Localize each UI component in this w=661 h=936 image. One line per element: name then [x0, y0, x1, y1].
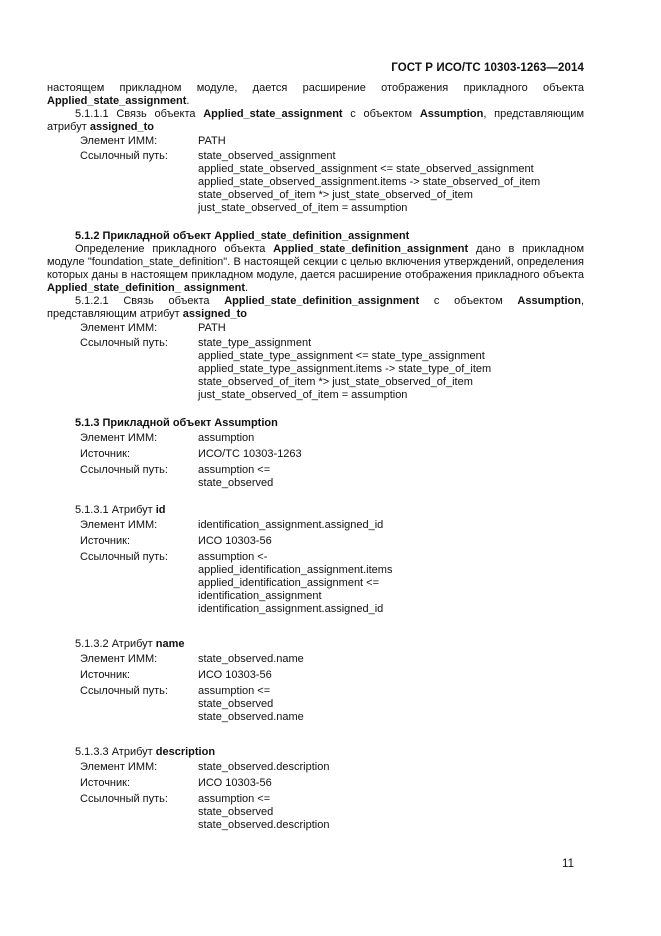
path-label: Ссылочный путь:	[80, 150, 168, 162]
path-label: Ссылочный путь:	[80, 793, 168, 805]
subsection-5-1-3-1-heading	[47, 504, 584, 517]
path-line: state_type_assignment	[198, 337, 312, 349]
path-label: Ссылочный путь:	[80, 685, 168, 697]
heading-text: с объектом	[350, 108, 413, 120]
entity-name: Applied_state_definition_assignment	[273, 243, 469, 255]
source-value: ИСО/ТС 10303-1263	[198, 448, 302, 460]
reference-path-row	[47, 685, 584, 724]
subsection-number: 5.1.2.1	[75, 295, 109, 307]
path-line: assumption <-	[198, 551, 268, 563]
imm-value: identification_assignment.assigned_id	[198, 519, 384, 531]
heading-text: Связь объекта	[123, 295, 210, 307]
path-line: just_state_observed_of_item = assumption	[198, 389, 408, 401]
reference-path-row	[47, 464, 584, 490]
path-line: applied_state_type_assignment.items -> state_type_of_item	[198, 363, 492, 375]
path-lines	[198, 551, 584, 616]
path-lines	[198, 337, 584, 402]
path-line: applied_state_observed_assignment <= state_observed_assignment	[198, 163, 534, 175]
path-label: Ссылочный путь:	[80, 337, 168, 349]
imm-element-row	[47, 653, 584, 666]
attribute-name: description	[155, 746, 216, 758]
imm-label: Элемент ИММ:	[80, 322, 158, 334]
entity-name: Applied_state_definition_assignment	[214, 230, 410, 242]
paragraph-text: дано в прикладном модуле "foundation_state_definition". В настоящей секции с целью включения утверждений, определения которых даны в настоящем прикладном модуле, дается расширение отображения прикладного объекта	[47, 243, 585, 281]
imm-label: Элемент ИММ:	[80, 761, 158, 773]
intro-paragraph	[47, 82, 584, 108]
imm-element-row	[47, 432, 584, 445]
section-5-1-2-paragraph	[47, 243, 584, 295]
source-row	[47, 669, 584, 682]
path-line: just_state_observed_of_item = assumption	[198, 202, 408, 214]
subsection-number: 5.1.3.1 Атрибут	[75, 504, 153, 516]
imm-value: state_observed.name	[198, 653, 304, 665]
imm-label: Элемент ИММ:	[80, 432, 158, 444]
imm-element-row	[47, 135, 584, 148]
source-label: Источник:	[80, 777, 131, 789]
path-line: applied_identification_assignment <=	[198, 577, 380, 589]
imm-value: state_observed.description	[198, 761, 330, 773]
attribute-name: name	[155, 638, 185, 650]
reference-path-row	[47, 150, 584, 215]
source-label: Источник:	[80, 535, 131, 547]
source-row	[47, 535, 584, 548]
imm-value: PATH	[198, 322, 226, 334]
paragraph-text: Определение прикладного объекта	[75, 243, 266, 255]
path-line: state_observed_of_item *> just_state_observed_of_item	[198, 376, 473, 388]
heading-text: с объектом	[433, 295, 503, 307]
subsection-number: 5.1.1.1	[75, 108, 109, 120]
entity-name: Assumption	[419, 108, 484, 120]
attribute-name: id	[155, 504, 166, 516]
attribute-name: assigned_to	[89, 121, 155, 133]
source-value: ИСО 10303-56	[198, 535, 272, 547]
imm-label: Элемент ИММ:	[80, 519, 158, 531]
path-line: applied_identification_assignment.items	[198, 564, 393, 576]
document-header: ГОСТ Р ИСО/ТС 10303-1263—2014	[391, 62, 584, 74]
path-lines	[198, 464, 584, 490]
path-line: state_observed	[198, 698, 274, 710]
source-row	[47, 448, 584, 461]
heading-text: Связь объекта	[116, 108, 196, 120]
path-line: assumption <=	[198, 685, 271, 697]
path-line: state_observed_of_item *> just_state_observed_of_item	[198, 189, 473, 201]
imm-label: Элемент ИММ:	[80, 653, 158, 665]
source-value: ИСО 10303-56	[198, 777, 272, 789]
document-body	[47, 82, 584, 832]
path-line: state_observed.description	[198, 819, 330, 831]
path-line: applied_state_type_assignment <= state_type_assignment	[198, 350, 485, 362]
path-lines	[198, 685, 584, 724]
path-line: state_observed_assignment	[198, 150, 336, 162]
path-line: state_observed	[198, 477, 274, 489]
path-line: assumption <=	[198, 793, 271, 805]
entity-name: Applied_state_definition_ assignment	[47, 282, 246, 294]
subsection-number: 5.1.3.2 Атрибут	[75, 638, 153, 650]
path-line: assumption <=	[198, 464, 271, 476]
path-line: identification_assignment.assigned_id	[198, 603, 384, 615]
path-line: state_observed	[198, 806, 274, 818]
imm-element-row	[47, 322, 584, 335]
reference-path-row	[47, 793, 584, 832]
section-number: 5.1.2 Прикладной объект	[75, 230, 212, 242]
path-line: identification_assignment	[198, 590, 322, 602]
intro-text: настоящем прикладном модуле, дается расширение отображения прикладного объекта	[47, 82, 584, 94]
source-value: ИСО 10303-56	[198, 669, 272, 681]
path-line: state_observed.name	[198, 711, 304, 723]
heading-text: , представляющим атрибут	[47, 295, 585, 320]
attribute-name: assigned_to	[182, 308, 247, 320]
entity-name: Applied_state_definition_assignment	[224, 295, 420, 307]
entity-name: Assumption	[517, 295, 581, 307]
entity-name: Applied_state_assignment	[203, 108, 343, 120]
source-row	[47, 777, 584, 790]
heading-text: , представляющим атрибут	[47, 108, 585, 133]
subsection-5-1-3-3-heading	[47, 746, 584, 759]
subsection-5-1-1-1-heading	[47, 108, 584, 134]
page-number: 11	[562, 858, 574, 870]
imm-value: PATH	[198, 135, 226, 147]
path-line: applied_state_observed_assignment.items -> state_observed_of_item	[198, 176, 541, 188]
source-label: Источник:	[80, 448, 131, 460]
paragraph-end: .	[245, 282, 249, 294]
imm-element-row	[47, 519, 584, 532]
subsection-number: 5.1.3.3 Атрибут	[75, 746, 153, 758]
reference-path-row	[47, 337, 584, 402]
source-label: Источник:	[80, 669, 131, 681]
path-lines	[198, 150, 584, 215]
imm-label: Элемент ИММ:	[80, 135, 158, 147]
section-5-1-3-heading: 5.1.3 Прикладной объект Assumption	[75, 417, 278, 429]
intro-end: .	[186, 95, 190, 107]
subsection-5-1-2-1-heading	[47, 295, 584, 321]
section-5-1-2-heading	[47, 230, 584, 243]
imm-value: assumption	[198, 432, 255, 444]
path-label: Ссылочный путь:	[80, 551, 168, 563]
path-label: Ссылочный путь:	[80, 464, 168, 476]
path-lines	[198, 793, 584, 832]
intro-entity: Applied_state_assignment	[47, 95, 187, 107]
imm-element-row	[47, 761, 584, 774]
reference-path-row	[47, 551, 584, 616]
subsection-5-1-3-2-heading	[47, 638, 584, 651]
